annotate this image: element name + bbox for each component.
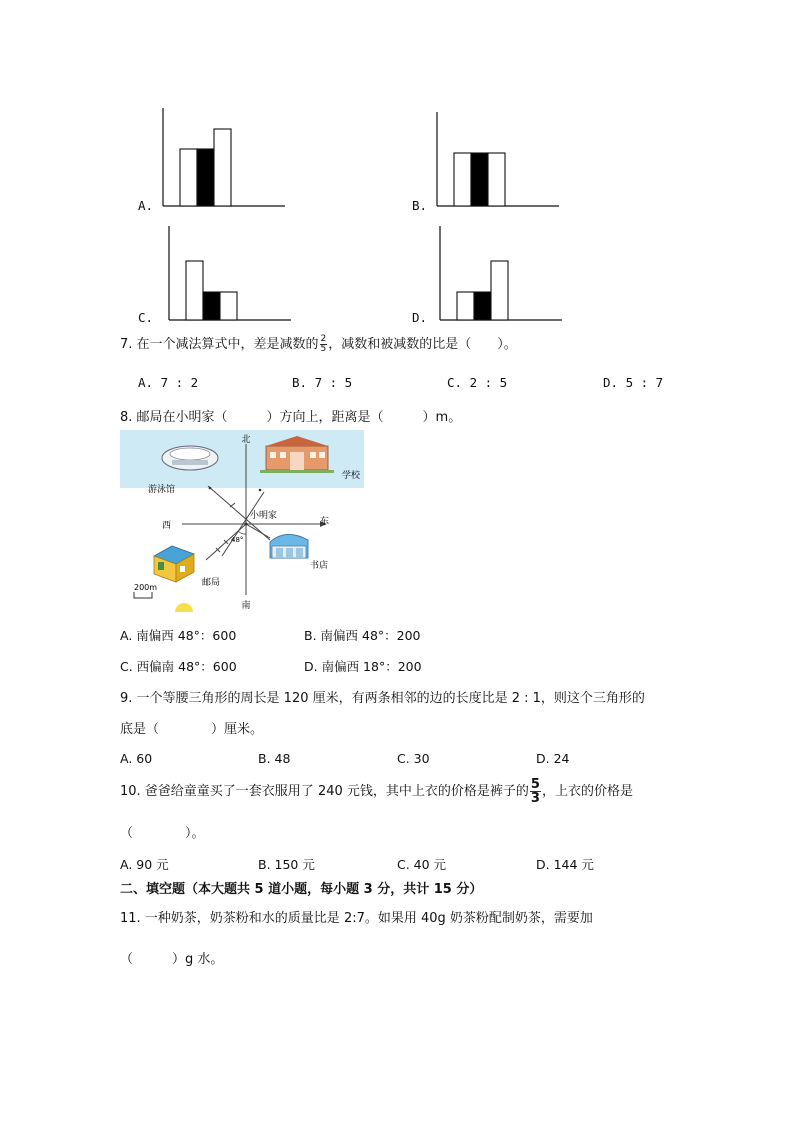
option-b-label: B. <box>412 198 428 213</box>
bar-3 <box>488 153 505 206</box>
q7-option-d[interactable]: D. 5 : 7 <box>603 375 664 390</box>
option-a-label: A. <box>138 198 154 213</box>
bar-3 <box>491 261 508 320</box>
scale-label: 200m <box>134 583 158 592</box>
school-label: 学校 <box>342 471 361 481</box>
west-label: 西 <box>162 521 172 531</box>
option-c-chart <box>166 226 296 322</box>
q7-text-after: ，减数和被减数的比是（ ）。 <box>328 337 517 352</box>
section-2-heading: 二、填空题（本大题共 5 道小题，每小题 3 分，共计 15 分） <box>120 882 483 897</box>
question-10-line-1 <box>120 778 633 805</box>
q10-fraction-den: 3 <box>530 791 540 806</box>
q10-option-a[interactable]: A. 90 元 <box>120 857 169 872</box>
q10-option-d[interactable]: D. 144 元 <box>536 857 594 872</box>
q10-text-after: ，上衣的价格是 <box>541 784 633 799</box>
bar-2 <box>203 292 220 320</box>
bookstore-label: 书店 <box>310 561 329 571</box>
q9-option-d[interactable]: D. 24 <box>536 751 570 766</box>
question-10-line-2: （ ）。 <box>120 826 205 841</box>
q7-fraction-num: 2 <box>320 334 327 344</box>
q7-option-c[interactable]: C. 2 : 5 <box>447 375 508 390</box>
east-label: 东 <box>320 517 330 527</box>
bar-3 <box>214 129 231 206</box>
q8-option-d[interactable]: D. 南偏西 18°：200 <box>304 659 422 674</box>
q7-fraction <box>320 335 328 354</box>
q7-option-b[interactable]: B. 7 : 5 <box>292 375 353 390</box>
q10-fraction <box>530 778 541 805</box>
question-9-line-2: 底是（ ）厘米。 <box>120 722 264 737</box>
angle-label: 48° <box>231 536 244 544</box>
question-11-line-1: 11. 一种奶茶，奶茶粉和水的质量比是 2:7。如果用 40g 奶茶粉配制奶茶，需要加 <box>120 911 593 926</box>
swimming-pool-icon <box>162 446 218 470</box>
question-7 <box>120 333 517 354</box>
question-8: 8. 邮局在小明家（ ）方向上，距离是（ ）m。 <box>120 410 462 425</box>
q10-fraction-num: 5 <box>530 777 540 792</box>
q7-text-before: 7. 在一个减法算式中，差是减数的 <box>120 337 319 352</box>
bar-1 <box>454 153 471 206</box>
option-a-chart <box>160 108 290 208</box>
q7-option-a[interactable]: A. 7 : 2 <box>138 375 199 390</box>
option-c-label: C. <box>138 310 154 325</box>
bar-3 <box>220 292 237 320</box>
bar-1 <box>457 292 474 320</box>
q8-option-c[interactable]: C. 西偏南 48°：600 <box>120 659 237 674</box>
question-11-line-2: （ ）g 水。 <box>120 952 224 967</box>
bar-1 <box>186 261 203 320</box>
option-b-chart <box>434 112 564 208</box>
direction-map <box>120 430 364 612</box>
post-office-label: 邮局 <box>202 578 221 588</box>
q9-option-b[interactable]: B. 48 <box>258 751 291 766</box>
q9-option-c[interactable]: C. 30 <box>397 751 430 766</box>
bar-2 <box>471 153 488 206</box>
q8-option-b[interactable]: B. 南偏西 48°：200 <box>304 628 421 643</box>
bookstore-icon <box>270 534 308 558</box>
bar-1 <box>180 149 197 206</box>
question-9-line-1: 9. 一个等腰三角形的周长是 120 厘米，有两条相邻的边的长度比是 2 : 1，则这个三角形的 <box>120 691 645 706</box>
option-d-chart <box>437 226 567 322</box>
option-d-label: D. <box>412 310 428 325</box>
q8-option-a[interactable]: A. 南偏西 48°：600 <box>120 628 237 643</box>
north-label: 北 <box>241 435 251 445</box>
bar-2 <box>197 149 214 206</box>
south-label: 南 <box>241 601 251 611</box>
xiaoming-home-label: 小明家 <box>250 511 278 521</box>
q10-option-b[interactable]: B. 150 元 <box>258 857 315 872</box>
bar-2 <box>474 292 491 320</box>
q10-option-c[interactable]: C. 40 元 <box>397 857 447 872</box>
q10-text-before: 10. 爸爸给童童买了一套衣服用了 240 元钱，其中上衣的价格是裤子的 <box>120 784 529 799</box>
swimming-pool-label: 游泳馆 <box>148 485 176 495</box>
q9-option-a[interactable]: A. 60 <box>120 751 153 766</box>
q7-fraction-den: 5 <box>320 344 327 354</box>
